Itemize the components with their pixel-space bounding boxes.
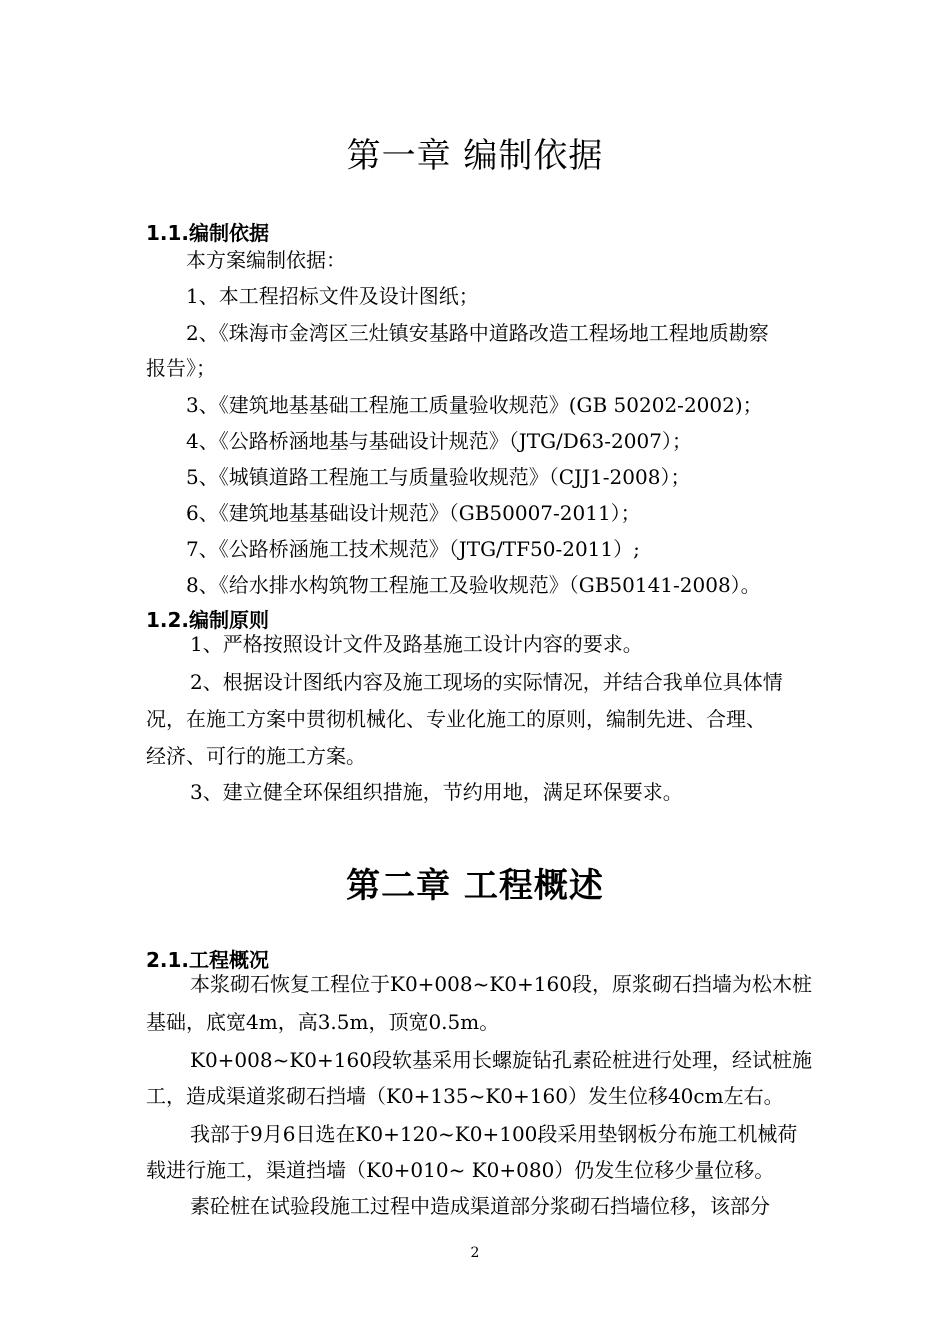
paragraph-line: 本方案编制依据：: [186, 248, 346, 272]
paragraph-line: 本浆砌石恢复工程位于K0+008~K0+160段，原浆砌石挡墙为松木桩: [190, 972, 812, 996]
chapter-1-title: 第一章 编制依据: [346, 136, 604, 176]
paragraph-line: 3、《建筑地基基础工程施工质量验收规范》(GB 50202-2002)；: [186, 393, 763, 417]
paragraph-line: 3、建立健全环保组织措施，节约用地，满足环保要求。: [190, 780, 683, 804]
paragraph-line: 基础，底宽4m，高3.5m，顶宽0.5m。: [146, 1010, 500, 1034]
paragraph-line: 我部于9月6日选在K0+120~K0+100段采用垫钢板分布施工机械荷: [190, 1122, 798, 1146]
paragraph-line: 工，造成渠道浆砌石挡墙（K0+135~K0+160）发生位移40cm左右。: [146, 1084, 784, 1108]
paragraph-line: 经济、可行的施工方案。: [146, 744, 366, 768]
paragraph-line: K0+008~K0+160段软基采用长螺旋钻孔素砼桩进行处理，经试桩施: [190, 1048, 812, 1072]
page-number: 2: [470, 1245, 480, 1261]
section-1-1-heading: 1.1.编制依据: [146, 221, 270, 245]
paragraph-line: 4、《公路桥涵地基与基础设计规范》（JTG/D63-2007）；: [186, 429, 692, 453]
section-1-2-heading: 1.2.编制原则: [146, 608, 270, 632]
paragraph-line: 6、《建筑地基基础设计规范》（GB50007-2011）；: [186, 501, 641, 525]
paragraph-line: 1、严格按照设计文件及路基施工设计内容的要求。: [190, 632, 643, 656]
paragraph-line: 素砼桩在试验段施工过程中造成渠道部分浆砌石挡墙位移，该部分: [190, 1194, 770, 1218]
paragraph-line: 8、《给水排水构筑物工程施工及验收规范》（GB50141-2008）。: [186, 573, 761, 597]
paragraph-line: 况，在施工方案中贯彻机械化、专业化施工的原则，编制先进、合理、: [146, 707, 766, 731]
paragraph-line: 2、《珠海市金湾区三灶镇安基路中道路改造工程场地工程地质勘察: [186, 321, 769, 345]
chapter-2-title: 第二章 工程概述: [346, 866, 604, 906]
paragraph-line: 2、根据设计图纸内容及施工现场的实际情况，并结合我单位具体情: [190, 670, 783, 694]
paragraph-line: 载进行施工，渠道挡墙（K0+010~ K0+080）仍发生位移少量位移。: [146, 1158, 775, 1182]
section-2-1-heading: 2.1.工程概况: [146, 948, 270, 972]
paragraph-line: 报告》；: [146, 356, 216, 380]
paragraph-line: 5、《城镇道路工程施工与质量验收规范》（CJJ1-2008）；: [186, 465, 691, 489]
paragraph-line: 7、《公路桥涵施工技术规范》（JTG/TF50-2011）;: [186, 537, 640, 561]
paragraph-line: 1、本工程招标文件及设计图纸；: [186, 284, 479, 308]
